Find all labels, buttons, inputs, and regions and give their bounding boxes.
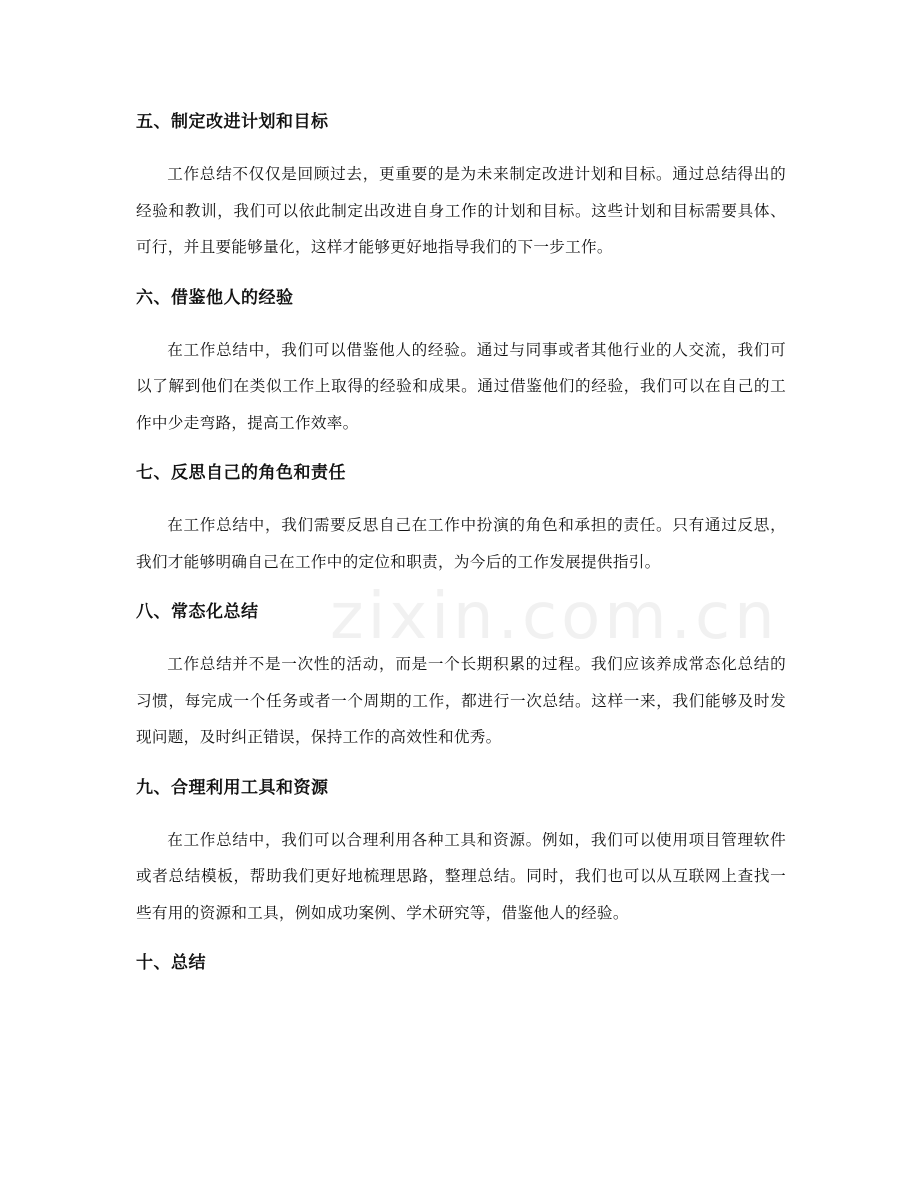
section-heading: 七、反思自己的角色和责任 — [136, 463, 346, 483]
section-paragraph: 在工作总结中，我们需要反思自己在工作中扮演的角色和承担的责任。只有通过反思，我们才能够明确自己在工作中的定位和职责，为今后的工作发展提供指引。 — [136, 516, 786, 571]
section-6 — [136, 280, 786, 442]
section-10 — [136, 945, 786, 981]
section-paragraph: 在工作总结中，我们可以借鉴他人的经验。通过与同事或者其他行业的人交流，我们可以了解到他们在类似工作上取得的经验和成果。通过借鉴他们的经验，我们可以在自己的工作中少走弯路，提高工作效率。 — [136, 340, 786, 432]
section-heading: 九、合理利用工具和资源 — [136, 777, 329, 798]
document-content — [136, 104, 786, 997]
section-paragraph: 工作总结并不是一次性的活动，而是一个长期积累的过程。我们应该养成常态化总结的习惯，每完成一个任务或者一个周期的工作，都进行一次总结。这样一来，我们能够及时发现问题，及时纠正错误，保持工作的高效性和优秀。 — [136, 655, 786, 746]
section-paragraph: 在工作总结中，我们可以合理利用各种工具和资源。例如，我们可以使用项目管理软件或者总结模板，帮助我们更好地梳理思路，整理总结。同时，我们也可以从互联网上查找一些有用的资源和工具，例如成功案例、学术研究等，借鉴他人的经验。 — [136, 830, 786, 922]
section-5 — [136, 104, 786, 266]
watermark: zixin.com.cn — [330, 580, 779, 654]
section-heading: 六、借鉴他人的经验 — [136, 287, 294, 308]
section-paragraph: 工作总结不仅仅是回顾过去，更重要的是为未来制定改进计划和目标。通过总结得出的经验和教训，我们可以依此制定出改进自身工作的计划和目标。这些计划和目标需要具体、可行，并且要能够量化，这样才能够更好地指导我们的下一步工作。 — [136, 165, 786, 256]
section-heading: 八、常态化总结 — [136, 602, 259, 622]
section-9 — [136, 770, 786, 932]
section-heading: 五、制定改进计划和目标 — [136, 112, 329, 132]
section-heading: 十、总结 — [136, 953, 206, 973]
section-8 — [136, 594, 786, 756]
section-7 — [136, 455, 786, 580]
